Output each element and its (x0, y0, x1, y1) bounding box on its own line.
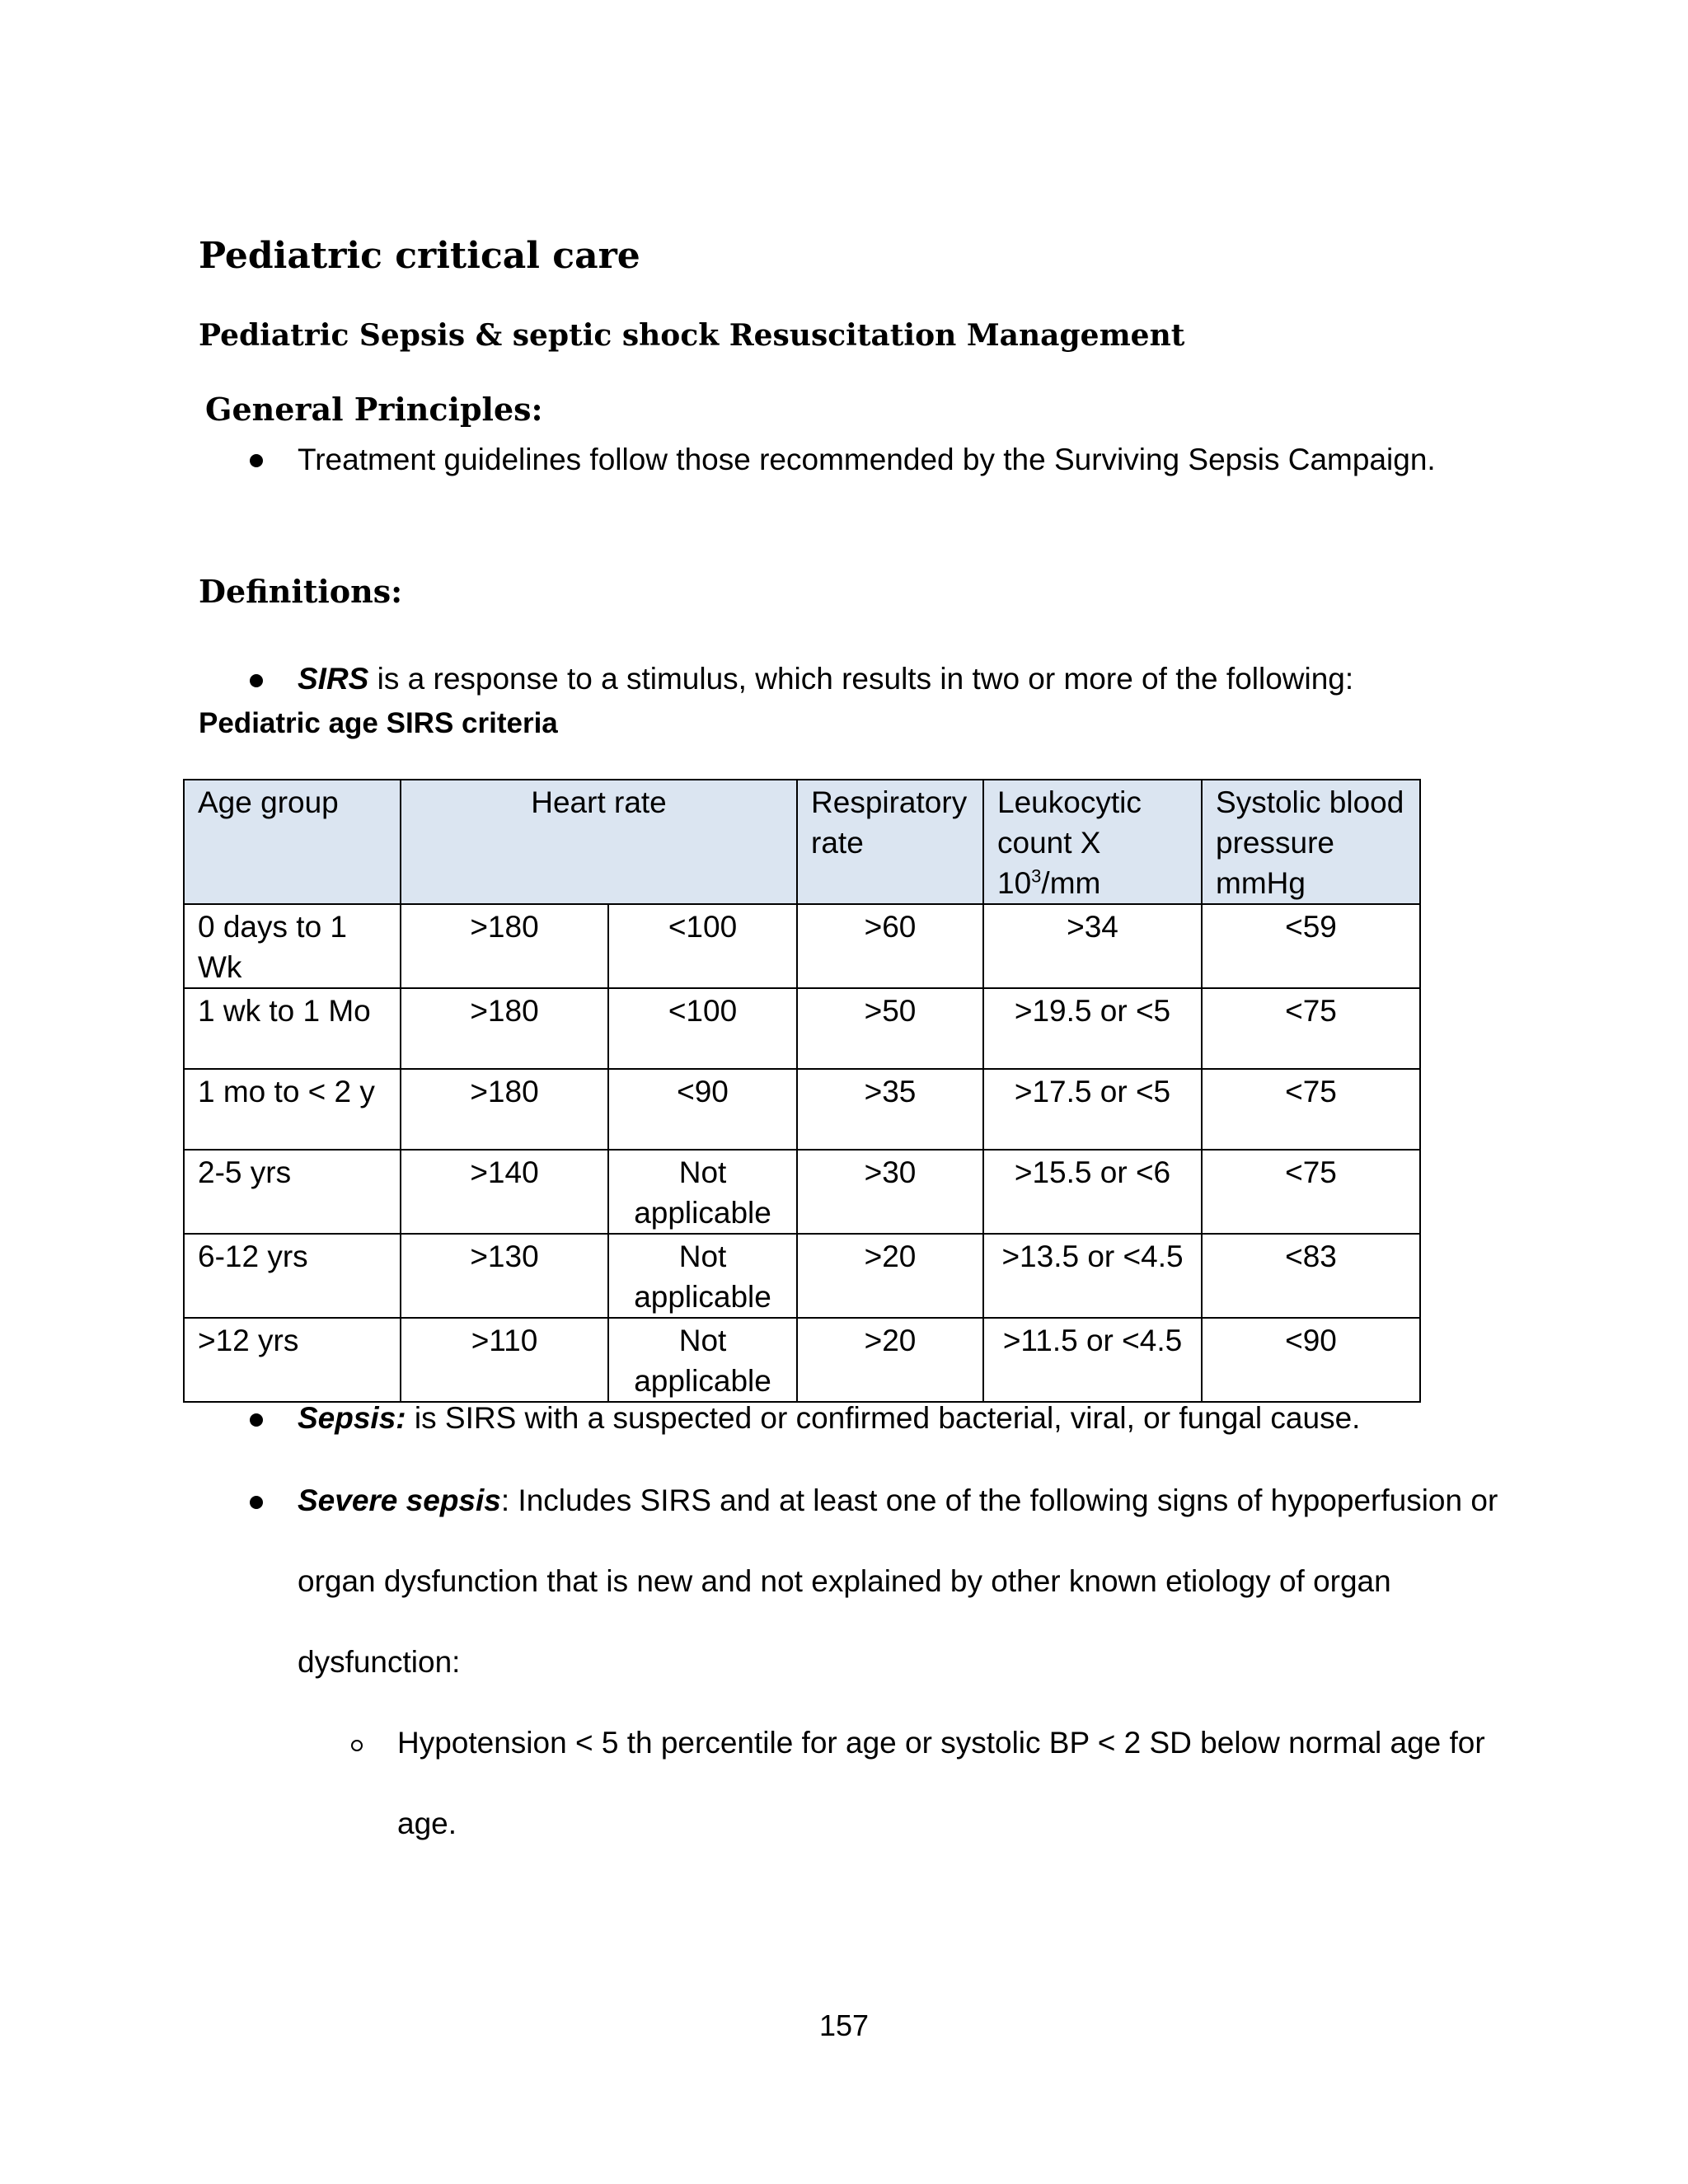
severe-sepsis-definition (298, 1483, 1498, 1519)
cell-respiratory-rate: >35 (797, 1069, 983, 1150)
header-leukocytic-sup: 3 (1031, 865, 1042, 887)
hypotension-criterion-line2: age. (397, 1807, 457, 1840)
header-leukocytic-line1: Leukocytic (997, 785, 1142, 819)
bullet-icon (250, 674, 263, 687)
cell-age-group: 1 wk to 1 Mo (184, 988, 401, 1069)
header-leukocytic-count (983, 780, 1202, 904)
table-row (184, 1150, 1420, 1234)
cell-leukocytic-count: >19.5 or <5 (983, 988, 1202, 1069)
header-leukocytic-unit: /mm (1041, 866, 1101, 900)
cell-hr-low: Not applicable (608, 1234, 797, 1318)
header-respiratory-line2: rate (811, 826, 864, 860)
sirs-criteria-table (183, 779, 1421, 1403)
cell-systolic-bp: <59 (1202, 904, 1420, 988)
cell-systolic-bp: <75 (1202, 988, 1420, 1069)
header-leukocytic-base: 10 (997, 866, 1032, 900)
header-sbp-line1: Systolic blood (1216, 785, 1404, 819)
bullet-icon (250, 454, 263, 467)
header-respiratory-line1: Respiratory (811, 785, 968, 819)
cell-hr-high: >180 (401, 1069, 608, 1150)
cell-systolic-bp: <90 (1202, 1318, 1420, 1402)
cell-respiratory-rate: >60 (797, 904, 983, 988)
hypotension-criterion-line1: Hypotension < 5 th percentile for age or systolic BP < 2 SD below normal age for (397, 1726, 1485, 1760)
cell-respiratory-rate: >30 (797, 1150, 983, 1234)
cell-hr-high: >140 (401, 1150, 608, 1234)
cell-leukocytic-count: >11.5 or <4.5 (983, 1318, 1202, 1402)
table-row (184, 1234, 1420, 1318)
circle-bullet-icon (351, 1740, 363, 1751)
header-sbp-line3: mmHg (1216, 866, 1306, 900)
general-principles-heading: General Principles: (205, 391, 543, 428)
cell-systolic-bp: <83 (1202, 1234, 1420, 1318)
cell-age-group: 1 mo to < 2 y (184, 1069, 401, 1150)
cell-hr-low: Not applicable (608, 1150, 797, 1234)
cell-respiratory-rate: >50 (797, 988, 983, 1069)
cell-age-group: >12 yrs (184, 1318, 401, 1402)
header-heart-rate: Heart rate (401, 780, 797, 904)
cell-hr-high: >130 (401, 1234, 608, 1318)
cell-hr-high: >180 (401, 904, 608, 988)
bullet-icon (250, 1496, 263, 1509)
table-caption: Pediatric age SIRS criteria (199, 707, 558, 739)
cell-age-group: 2-5 yrs (184, 1150, 401, 1234)
severe-sepsis-term: Severe sepsis (298, 1483, 501, 1517)
cell-respiratory-rate: >20 (797, 1318, 983, 1402)
cell-age-group: 6-12 yrs (184, 1234, 401, 1318)
table-row (184, 1069, 1420, 1150)
section-subtitle: Pediatric Sepsis & septic shock Resuscitation Management (199, 318, 1185, 353)
header-leukocytic-line2: count X (997, 826, 1101, 860)
table-header-row (184, 780, 1420, 904)
cell-leukocytic-count: >34 (983, 904, 1202, 988)
header-age-group: Age group (184, 780, 401, 904)
table-row (184, 904, 1420, 988)
cell-hr-low: <100 (608, 988, 797, 1069)
severe-sepsis-line1: : Includes SIRS and at least one of the following signs of hypoperfusion or (500, 1483, 1498, 1517)
general-principle-item: Treatment guidelines follow those recommended by the Surviving Sepsis Campaign. (298, 443, 1436, 476)
cell-systolic-bp: <75 (1202, 1150, 1420, 1234)
table-row (184, 988, 1420, 1069)
sirs-definition (298, 661, 1353, 697)
cell-leukocytic-count: >13.5 or <4.5 (983, 1234, 1202, 1318)
cell-hr-low: Not applicable (608, 1318, 797, 1402)
header-systolic-bp (1202, 780, 1420, 904)
cell-respiratory-rate: >20 (797, 1234, 983, 1318)
cell-leukocytic-count: >15.5 or <6 (983, 1150, 1202, 1234)
severe-sepsis-line2: organ dysfunction that is new and not explained by other known etiology of organ (298, 1564, 1391, 1598)
header-respiratory-rate (797, 780, 983, 904)
sirs-term: SIRS (298, 662, 369, 696)
sepsis-term: Sepsis: (298, 1401, 406, 1435)
table-row (184, 1318, 1420, 1402)
sepsis-text: is SIRS with a suspected or confirmed bacterial, viral, or fungal cause. (406, 1401, 1361, 1435)
bullet-icon (250, 1413, 263, 1427)
sepsis-definition (298, 1400, 1360, 1436)
cell-hr-high: >180 (401, 988, 608, 1069)
cell-hr-low: <100 (608, 904, 797, 988)
sirs-text: is a response to a stimulus, which results in two or more of the following: (368, 662, 1354, 696)
page-title: Pediatric critical care (199, 235, 640, 277)
cell-hr-low: <90 (608, 1069, 797, 1150)
header-sbp-line2: pressure (1216, 826, 1334, 860)
cell-age-group: 0 days to 1 Wk (184, 904, 401, 988)
severe-sepsis-line3: dysfunction: (298, 1645, 461, 1679)
definitions-heading: Definitions: (199, 573, 403, 610)
cell-leukocytic-count: >17.5 or <5 (983, 1069, 1202, 1150)
cell-systolic-bp: <75 (1202, 1069, 1420, 1150)
page-number: 157 (818, 2008, 870, 2042)
cell-hr-high: >110 (401, 1318, 608, 1402)
